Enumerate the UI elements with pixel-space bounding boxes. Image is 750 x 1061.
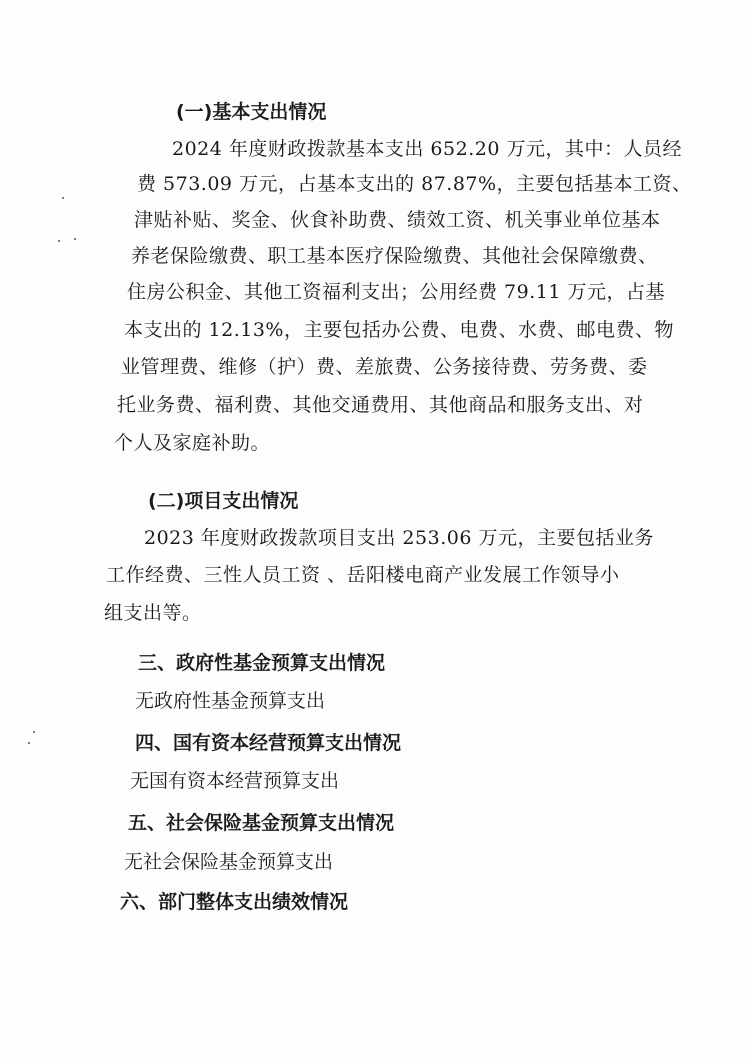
section-heading-project-expenditure: (二)项目支出情况	[148, 490, 299, 512]
section-heading-state-capital: 四、国有资本经营预算支出情况	[135, 732, 402, 754]
paragraph-line: 住房公积金、其他工资福利支出；公用经费 79.11 万元，占基	[127, 281, 665, 303]
scan-speck	[28, 742, 30, 744]
paragraph-line: 工作经费、三性人员工资 、岳阳楼电商产业发展工作领导小	[106, 564, 620, 586]
scan-speck	[58, 240, 60, 242]
paragraph-line: 2024 年度财政拨款基本支出 652.20 万元，其中：人员经	[172, 138, 682, 160]
scan-speck	[33, 731, 35, 733]
section-body-state-capital: 无国有资本经营预算支出	[130, 770, 340, 792]
paragraph-line: 托业务费、福利费、其他交通费用、其他商品和服务支出、对	[117, 394, 644, 416]
paragraph-line: 个人及家庭补助。	[114, 432, 271, 454]
scan-speck	[74, 238, 76, 240]
scan-speck	[62, 197, 64, 199]
section-heading-performance: 六、部门整体支出绩效情况	[120, 891, 349, 913]
section-body-government-fund: 无政府性基金预算支出	[135, 690, 326, 712]
paragraph-line: 组支出等。	[104, 602, 202, 624]
section-body-social-insurance: 无社会保险基金预算支出	[124, 851, 334, 873]
section-heading-basic-expenditure: (一)基本支出情况	[176, 101, 327, 123]
paragraph-line: 费 573.09 万元，占基本支出的 87.87%，主要包括基本工资、	[137, 173, 692, 195]
paragraph-line: 业管理费、维修（护）费、差旅费、公务接待费、劳务费、委	[121, 356, 648, 378]
paragraph-line: 养老保险缴费、职工基本医疗保险缴费、其他社会保障缴费、	[131, 245, 658, 267]
paragraph-line: 津贴补贴、奖金、伙食补助费、绩效工资、机关事业单位基本	[134, 209, 661, 231]
section-heading-government-fund: 三、政府性基金预算支出情况	[138, 652, 386, 674]
paragraph-line: 2023 年度财政拨款项目支出 253.06 万元，主要包括业务	[144, 527, 654, 549]
paragraph-line: 本支出的 12.13%，主要包括办公费、电费、水费、邮电费、物	[124, 319, 674, 341]
section-heading-social-insurance: 五、社会保险基金预算支出情况	[128, 812, 395, 834]
